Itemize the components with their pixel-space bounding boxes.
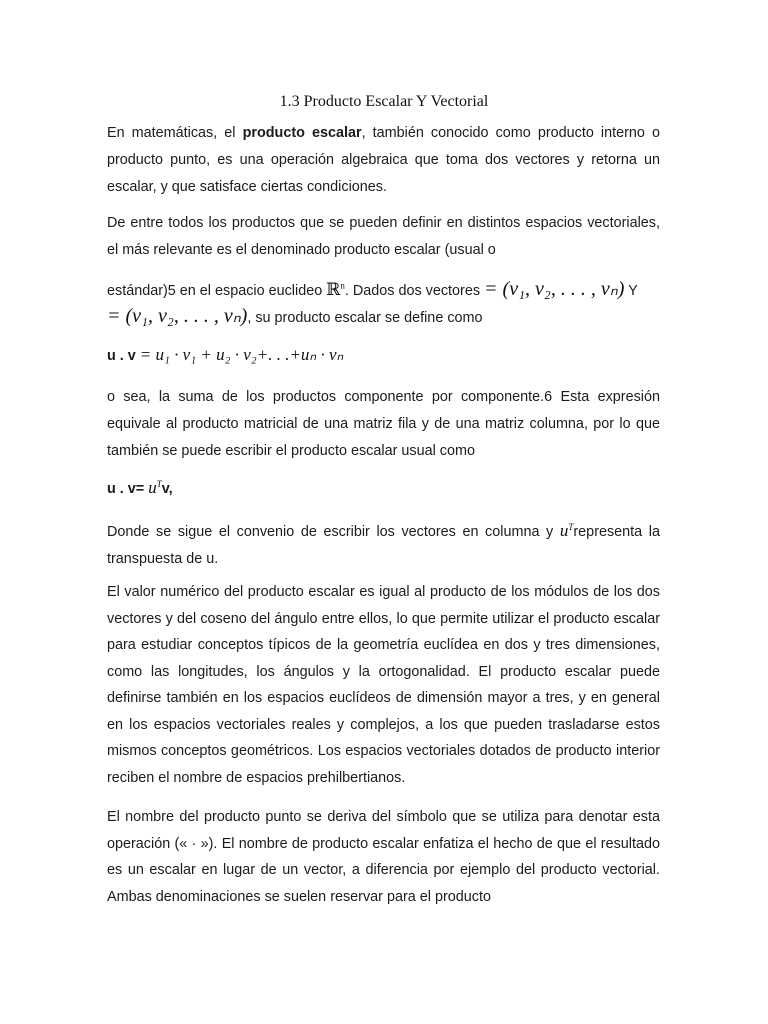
paragraph-name-origin: El nombre del producto punto se deriva del símbolo que se utiliza para denotar esta operación (« · »). El nombre de producto escalar enfatiza el hecho de que el resultado es un escalar en lugar de un vector, a diferencia por ejemplo del producto vectorial. Ambas denominaciones se suelen reservar para el producto bbox=[107, 809, 660, 905]
text-run: . Dados dos vectores bbox=[344, 283, 485, 299]
vector-v-formula: = (v₁, v₂, . . . , vₙ) bbox=[107, 305, 248, 327]
bold-term: producto escalar bbox=[242, 125, 362, 141]
formula-expression: = u₁ · v₁ + u₂ · v₂+. . .+uₙ · vₙ bbox=[139, 345, 344, 364]
text-run: En matemáticas, el bbox=[107, 125, 243, 141]
text-run: , su producto escalar se define como bbox=[247, 310, 483, 326]
formula-label: u . v= bbox=[107, 481, 145, 497]
text-run: representa la transpuesta de u. bbox=[107, 523, 660, 567]
paragraph-definition bbox=[107, 120, 660, 201]
text-run: Y bbox=[624, 283, 638, 299]
paragraph-numeric-value: El valor numérico del producto escalar es igual al producto de los módulos de los dos vectores y del coseno del ángulo entre ellos, lo que permite utilizar el producto escalar para estudiar conceptos típicos de la geometría euclídea en dos y tres dimensiones, como las longitudes, los ángulos y la ortogonalidad. El producto escalar puede definirse también en los espacios euclídeos de dimensión mayor a tres, y en general en los espacios vectoriales reales y complejos, a los que pueden trasladarse estos mismos conceptos geométricos. Los espacios vectoriales dotados de producto interior reciben el nombre de espacios prehilbertianos. bbox=[107, 584, 660, 786]
section-title: 1.3 Producto Escalar Y Vectorial bbox=[279, 93, 489, 110]
paragraph-spaces: De entre todos los productos que se pueden definir en distintos espacios vectoriales, el más relevante es el denominado producto escalar (usual o bbox=[107, 215, 660, 258]
formula-tail: v, bbox=[161, 481, 173, 497]
real-space-symbol: ℝ$^n$ bbox=[326, 280, 345, 300]
paragraph-convention: Donde se sigue el convenio de escribir los vectores en columna y $u^Trepresenta$ la transpuesta de u. bbox=[107, 520, 660, 567]
vector-u-formula: = (v₁, v₂, . . . , vₙ) bbox=[484, 278, 625, 300]
text-run: Donde se sigue el convenio de escribir los vectores en columna y bbox=[107, 523, 560, 540]
formula-label: u . v bbox=[107, 348, 136, 364]
formula-transpose: u . $v= u^Tv$, bbox=[107, 478, 173, 497]
text-run: , también conocido como producto interno o producto punto, es una operación algebraica que toma dos vectores y retorna un escalar, y que satisface ciertas condiciones. bbox=[107, 125, 660, 195]
paragraph-spaces-line3 bbox=[107, 276, 660, 306]
text-run: estándar)5 en el espacio euclideo bbox=[107, 283, 327, 299]
paragraph-components: o sea, la suma de los productos componente por componente.6 Esta expresión equivale al producto matricial de una matriz fila y de una matriz columna, por lo que también se puede escribir el producto escalar usual como bbox=[107, 389, 660, 459]
formula-dot-product bbox=[107, 345, 660, 365]
paragraph-spaces-line4 bbox=[107, 303, 660, 333]
